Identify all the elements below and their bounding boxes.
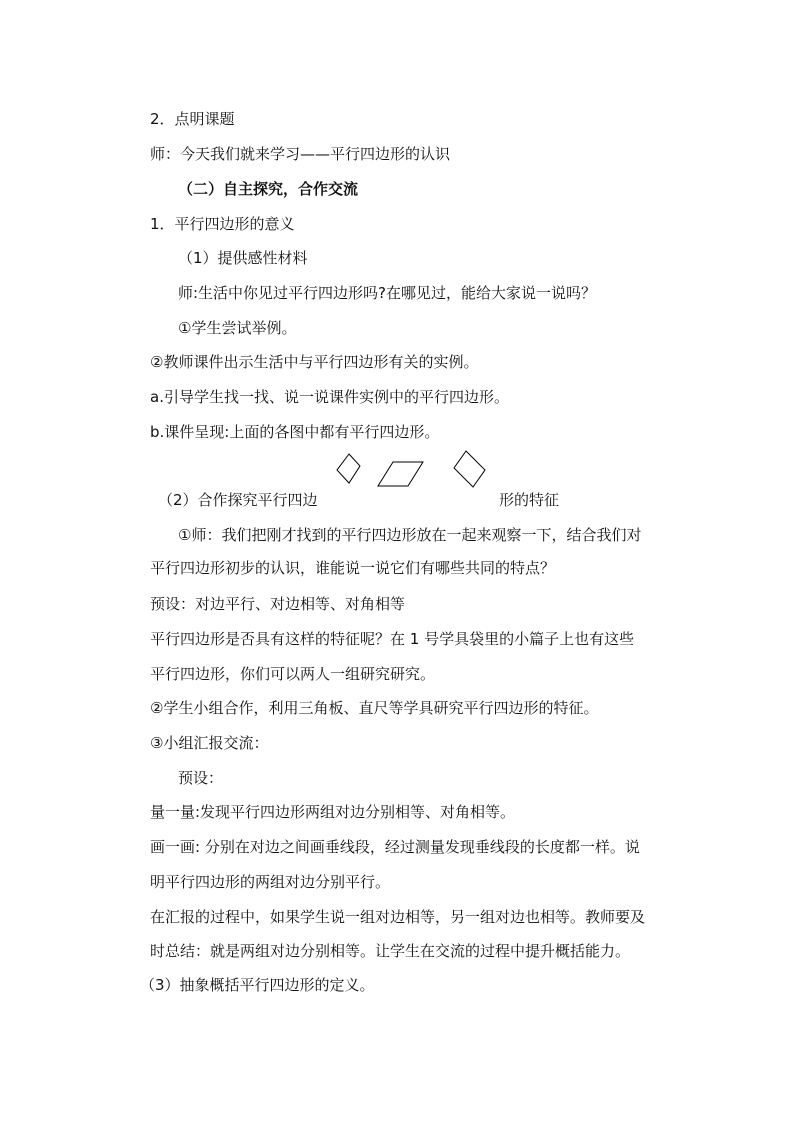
teacher-observe-cont: 平行四边形初步的认识，谁能说一说它们有哪些共同的特点？ [150,559,556,577]
step-report: ③小组汇报交流： [150,734,269,752]
section-heading-2: 2．点明课题 [150,110,235,128]
draw-line: 画一画: 分别在对边之间画垂线段，经过测量发现垂线段的长度都一样。说 [150,838,640,856]
teacher-line: 师：今天我们就来学习——平行四边形的认识 [150,145,451,163]
parallelogram-icon [454,451,485,487]
subheading-features-part2: 形的特征 [499,491,560,509]
draw-line-cont: 明平行四边形的两组对边分别平行。 [150,873,391,891]
preset-2: 预设： [178,769,224,787]
subheading-materials: （1）提供感性材料 [178,249,308,267]
step-b: b.课件呈现:上面的各图中都有平行四边形。 [150,423,440,441]
step-group-work: ②学生小组合作，利用三角板、直尺等学具研究平行四边形的特征。 [150,699,599,717]
subheading-meaning: 1．平行四边形的意义 [150,215,295,233]
measure-line: 量一量:发现平行四边形两组对边分别相等、对角相等。 [150,803,516,821]
section-heading-part-2: （二）自主探究，合作交流 [178,180,359,198]
parallelogram-icon [378,462,423,486]
subheading-definition: （3）抽象概括平行四边形的定义。 [140,976,375,994]
preset-1: 预设：对边平行、对边相等、对角相等 [150,595,406,613]
summary-line-cont: 时总结：就是两组对边分别相等。让学生在交流的过程中提升概括能力。 [150,942,631,960]
question-features-cont: 平行四边形，你们可以两人一组研究研究。 [150,665,436,683]
step-1: ①学生尝试举例。 [178,319,297,337]
step-a: a.引导学生找一找、说一说课件实例中的平行四边形。 [150,388,509,406]
subheading-features-part1: （2）合作探究平行四边 [158,491,318,509]
summary-line: 在汇报的过程中，如果学生说一组对边相等，另一组对边也相等。教师要及 [150,908,646,926]
step-2: ②教师课件出示生活中与平行四边形有关的实例。 [150,353,479,371]
question-features: 平行四边形是否具有这样的特征呢？在 1 号学具袋里的小篇子上也有这些 [150,630,635,648]
parallelogram-icon [337,454,360,483]
teacher-question: 师:生活中你见过平行四边形吗?在哪见过，能给大家说一说吗？ [178,284,597,302]
teacher-observe: ①师：我们把刚才找到的平行四边形放在一起来观察一下，结合我们对 [178,526,642,544]
